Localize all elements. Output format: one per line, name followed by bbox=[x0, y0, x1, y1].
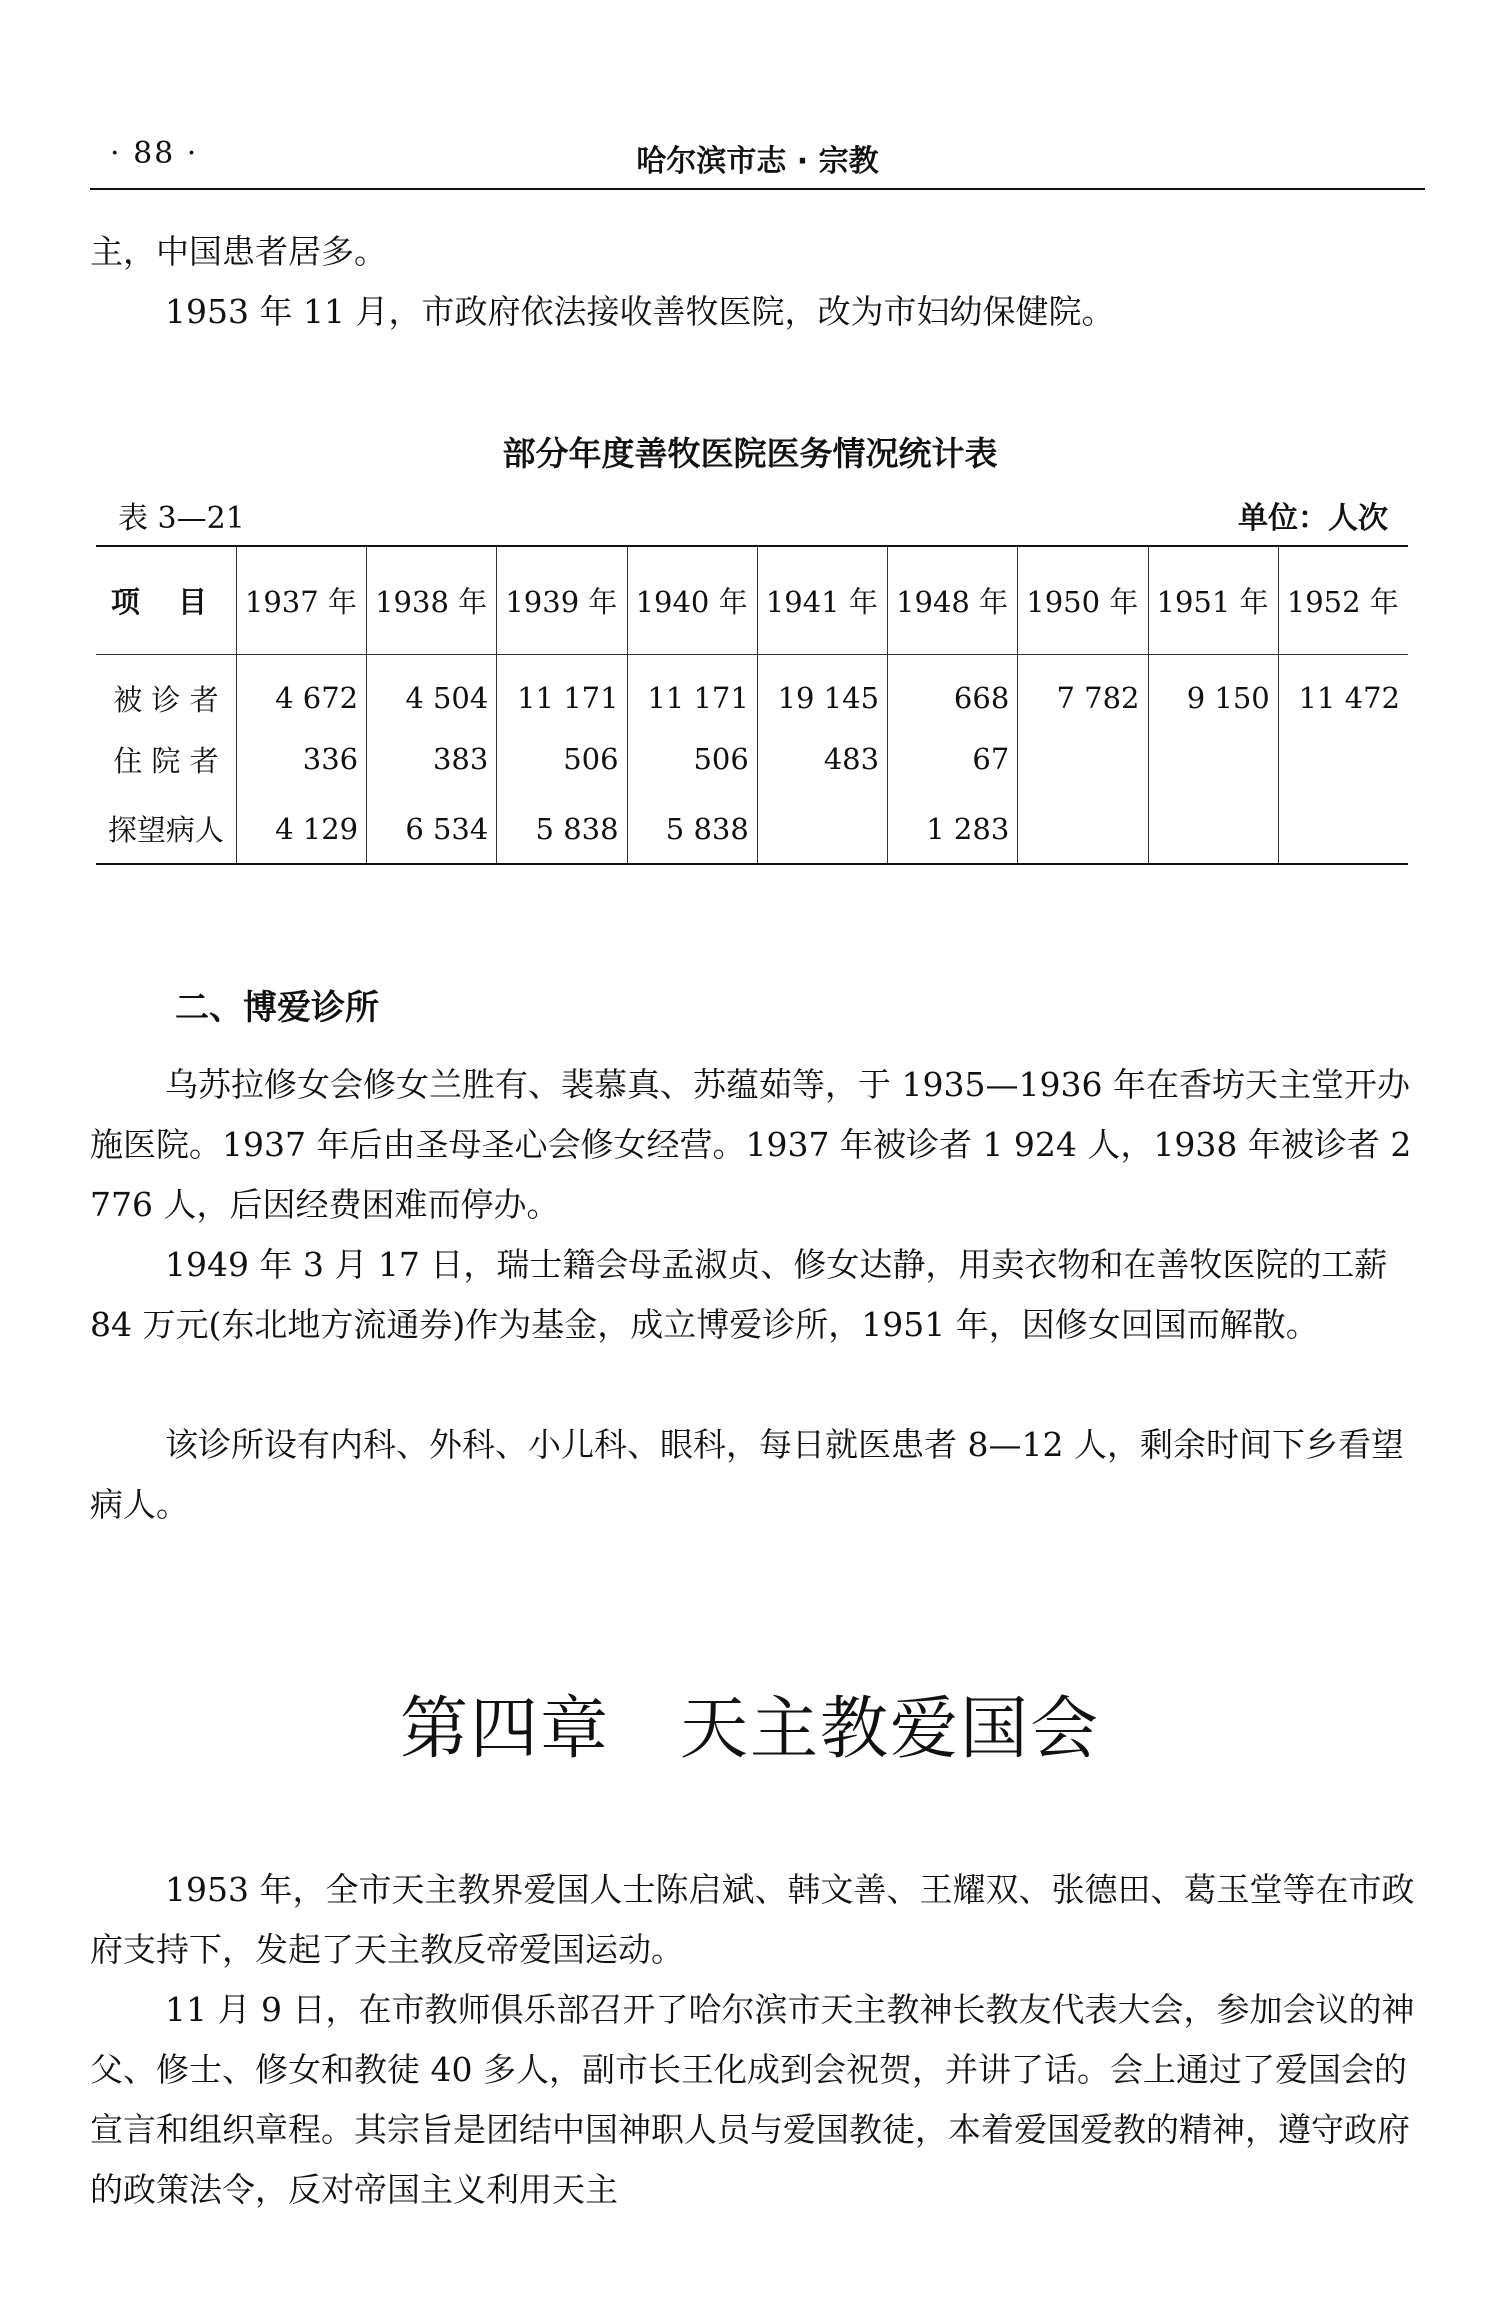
row-label: 被 诊 者 bbox=[113, 682, 219, 717]
intro-line-2: 1953 年 11 月，市政府依法接收善牧医院，改为市妇幼保健院。 bbox=[165, 292, 1115, 331]
paragraph: 1949 年 3 月 17 日，瑞士籍会母孟淑贞、修女达静，用卖衣物和在善牧医院的工薪 84 万元(东北地方流通券)作为基金，成立博爱诊所，1951 年，因修女回国而解散。 bbox=[90, 1245, 1388, 1344]
table-cell: 5 838 bbox=[627, 794, 757, 864]
year-header: 1950 年 bbox=[1018, 546, 1148, 654]
table-cell bbox=[1018, 724, 1148, 794]
year-header: 1937 年 bbox=[236, 546, 366, 654]
paragraph: 11 月 9 日，在市教师俱乐部召开了哈尔滨市天主教神长教友代表大会，参加会议的神父、修士、修女和教徒 40 多人，副市长王化成到会祝贺，并讲了话。会上通过了爱国会的宣言和组织章程。其宗旨是团结中国神职人员与爱国教徒，本着爱国爱教的精神，遵守政府的政策法令，反对帝国主义利用天主 bbox=[90, 1990, 1415, 2209]
table-cell bbox=[1148, 794, 1278, 864]
table-cell: 67 bbox=[888, 724, 1018, 794]
year-header: 1938 年 bbox=[367, 546, 497, 654]
table-title: 部分年度善牧医院医务情况统计表 bbox=[502, 434, 998, 473]
table-cell bbox=[1278, 794, 1408, 864]
table-cell: 4 504 bbox=[367, 654, 497, 724]
year-header: 1951 年 bbox=[1148, 546, 1278, 654]
table-cell: 1 283 bbox=[888, 794, 1018, 864]
paragraph: 1953 年，全市天主教界爱国人士陈启斌、韩文善、王耀双、张德田、葛玉堂等在市政府支持下，发起了天主教反帝爱国运动。 bbox=[90, 1870, 1415, 1969]
table-cell: 4 129 bbox=[236, 794, 366, 864]
table-cell: 6 534 bbox=[367, 794, 497, 864]
item-header: 项 目 bbox=[96, 546, 236, 654]
header-rule bbox=[90, 188, 1425, 190]
table-cell: 483 bbox=[757, 724, 887, 794]
table-cell: 19 145 bbox=[757, 654, 887, 724]
table-cell bbox=[1148, 724, 1278, 794]
year-header: 1940 年 bbox=[627, 546, 757, 654]
running-title: 哈尔滨市志 · 宗教 bbox=[636, 144, 879, 179]
table-row bbox=[96, 654, 1408, 724]
year-header: 1939 年 bbox=[497, 546, 627, 654]
year-header: 1952 年 bbox=[1278, 546, 1408, 654]
year-header: 1941 年 bbox=[757, 546, 887, 654]
table-cell: 336 bbox=[236, 724, 366, 794]
table-cell bbox=[1018, 794, 1148, 864]
table-cell: 506 bbox=[627, 724, 757, 794]
table-cell: 11 171 bbox=[627, 654, 757, 724]
paragraph: 乌苏拉修女会修女兰胜有、裴慕真、苏蕴茹等，于 1935—1936 年在香坊天主堂开办施医院。1937 年后由圣母圣心会修女经营。1937 年被诊者 1 924 人，1938 年被诊者 2 776 人，后因经费困难而停办。 bbox=[90, 1065, 1412, 1224]
table-cell: 11 171 bbox=[497, 654, 627, 724]
row-label: 探望病人 bbox=[96, 794, 236, 864]
table-cell: 7 782 bbox=[1018, 654, 1148, 724]
table-row bbox=[96, 724, 1408, 794]
row-label: 住 院 者 bbox=[113, 743, 219, 778]
table-cell: 383 bbox=[367, 724, 497, 794]
paragraph: 该诊所设有内科、外科、小儿科、眼科，每日就医患者 8—12 人，剩余时间下乡看望病人。 bbox=[90, 1425, 1404, 1524]
table-cell: 4 672 bbox=[236, 654, 366, 724]
table-cell bbox=[757, 794, 887, 864]
table-cell: 668 bbox=[888, 654, 1018, 724]
year-header: 1948 年 bbox=[888, 546, 1018, 654]
statistics-table bbox=[96, 545, 1408, 865]
table-number: 表 3—21 bbox=[118, 501, 245, 536]
section-heading: 二、博爱诊所 bbox=[175, 988, 379, 1028]
page-number: · 88 · bbox=[110, 136, 199, 171]
table-cell: 11 472 bbox=[1278, 654, 1408, 724]
chapter-title: 第四章 天主教爱国会 bbox=[399, 1690, 1100, 1769]
table-header-row bbox=[96, 546, 1408, 654]
page-header bbox=[90, 136, 1425, 186]
table-cell: 5 838 bbox=[497, 794, 627, 864]
intro-line-1: 主，中国患者居多。 bbox=[90, 232, 387, 271]
table-row bbox=[96, 794, 1408, 864]
table-cell: 9 150 bbox=[1148, 654, 1278, 724]
table-cell bbox=[1278, 724, 1408, 794]
table-cell: 506 bbox=[497, 724, 627, 794]
table-unit: 单位：人次 bbox=[1238, 501, 1388, 536]
